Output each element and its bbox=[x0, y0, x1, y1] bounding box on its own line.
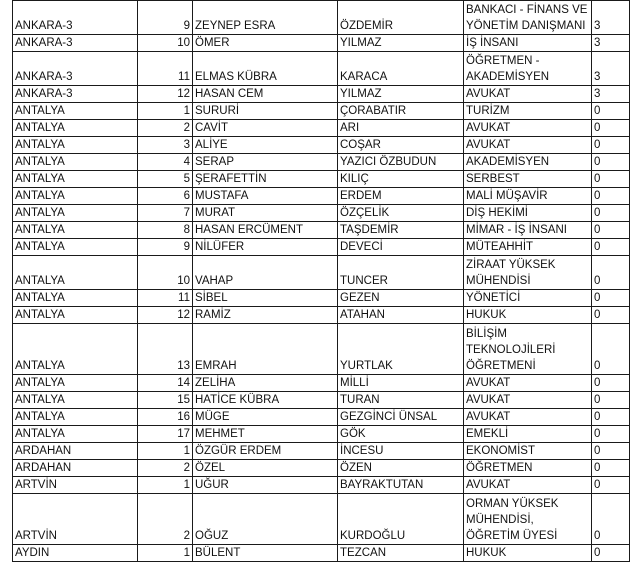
table-row bbox=[13, 239, 630, 256]
province-cell[interactable]: ANTALYA bbox=[13, 154, 138, 171]
list-number-cell[interactable]: 10 bbox=[138, 256, 193, 290]
last-name-cell[interactable]: TEZCAN bbox=[338, 545, 464, 562]
profession-cell[interactable]: AVUKAT bbox=[464, 392, 592, 409]
province-cell[interactable]: ANTALYA bbox=[13, 256, 138, 290]
province-cell[interactable]: ANTALYA bbox=[13, 324, 138, 375]
province-cell[interactable]: ARDAHAN bbox=[13, 443, 138, 460]
last-name-cell[interactable]: ÖZEN bbox=[338, 460, 464, 477]
province-cell[interactable]: ARTVİN bbox=[13, 494, 138, 545]
first-name-cell[interactable]: ALİYE bbox=[193, 137, 338, 154]
table-row bbox=[13, 137, 630, 154]
first-name-cell[interactable]: MUSTAFA bbox=[193, 188, 338, 205]
last-name-cell[interactable]: KARACA bbox=[338, 52, 464, 86]
last-name-cell[interactable]: GEZGİNCİ ÜNSAL bbox=[338, 409, 464, 426]
province-cell[interactable]: ANTALYA bbox=[13, 171, 138, 188]
value-cell[interactable]: 0 bbox=[592, 171, 630, 188]
profession-cell[interactable]: HUKUK bbox=[464, 307, 592, 324]
first-name-cell[interactable]: HASAN CEM bbox=[193, 86, 338, 103]
table-row bbox=[13, 426, 630, 443]
value-cell[interactable]: 3 bbox=[592, 1, 630, 35]
table-row bbox=[13, 188, 630, 205]
list-number-cell[interactable]: 2 bbox=[138, 120, 193, 137]
table-body bbox=[13, 1, 630, 562]
province-cell[interactable]: ANKARA-3 bbox=[13, 35, 138, 52]
province-cell[interactable]: ARDAHAN bbox=[13, 460, 138, 477]
table-row bbox=[13, 171, 630, 188]
last-name-cell[interactable]: YAZICI ÖZBUDUN bbox=[338, 154, 464, 171]
profession-cell[interactable]: MÜTEAHHİT bbox=[464, 239, 592, 256]
profession-cell[interactable]: AVUKAT bbox=[464, 137, 592, 154]
value-cell[interactable]: 0 bbox=[592, 375, 630, 392]
table-row bbox=[13, 477, 630, 494]
table-row bbox=[13, 256, 630, 290]
profession-cell[interactable]: İŞ İNSANI bbox=[464, 35, 592, 52]
first-name-cell[interactable]: RAMİZ bbox=[193, 307, 338, 324]
table-row bbox=[13, 460, 630, 477]
profession-cell[interactable]: AVUKAT bbox=[464, 375, 592, 392]
list-number-cell[interactable]: 1 bbox=[138, 545, 193, 562]
province-cell[interactable]: ANTALYA bbox=[13, 307, 138, 324]
province-cell[interactable]: ANTALYA bbox=[13, 409, 138, 426]
list-number-cell[interactable]: 7 bbox=[138, 205, 193, 222]
profession-cell[interactable]: AVUKAT bbox=[464, 86, 592, 103]
province-cell[interactable]: ANKARA-3 bbox=[13, 86, 138, 103]
profession-cell[interactable]: SERBEST bbox=[464, 171, 592, 188]
first-name-cell[interactable]: VAHAP bbox=[193, 256, 338, 290]
list-number-cell[interactable]: 10 bbox=[138, 35, 193, 52]
first-name-cell[interactable]: CAVİT bbox=[193, 120, 338, 137]
first-name-cell[interactable]: HASAN ERCÜMENT bbox=[193, 222, 338, 239]
profession-cell[interactable]: MALİ MÜŞAVİR bbox=[464, 188, 592, 205]
list-number-cell[interactable]: 2 bbox=[138, 494, 193, 545]
last-name-cell[interactable]: YURTLAK bbox=[338, 324, 464, 375]
last-name-cell[interactable]: DEVECİ bbox=[338, 239, 464, 256]
first-name-cell[interactable]: OĞUZ bbox=[193, 494, 338, 545]
list-number-cell[interactable]: 8 bbox=[138, 222, 193, 239]
list-number-cell[interactable]: 12 bbox=[138, 86, 193, 103]
last-name-cell[interactable]: ATAHAN bbox=[338, 307, 464, 324]
last-name-cell[interactable]: ARI bbox=[338, 120, 464, 137]
province-cell[interactable]: ANTALYA bbox=[13, 426, 138, 443]
province-cell[interactable]: ANTALYA bbox=[13, 120, 138, 137]
last-name-cell[interactable]: ÖZÇELİK bbox=[338, 205, 464, 222]
profession-cell[interactable]: DİŞ HEKİMİ bbox=[464, 205, 592, 222]
value-cell[interactable]: 0 bbox=[592, 426, 630, 443]
value-cell[interactable]: 0 bbox=[592, 460, 630, 477]
value-cell[interactable]: 0 bbox=[592, 443, 630, 460]
last-name-cell[interactable]: TURAN bbox=[338, 392, 464, 409]
first-name-cell[interactable]: ZEYNEP ESRA bbox=[193, 1, 338, 35]
first-name-cell[interactable]: SERAP bbox=[193, 154, 338, 171]
value-cell[interactable]: 0 bbox=[592, 494, 630, 545]
profession-cell[interactable]: EMEKLİ bbox=[464, 426, 592, 443]
first-name-cell[interactable]: UĞUR bbox=[193, 477, 338, 494]
province-cell[interactable]: ANTALYA bbox=[13, 290, 138, 307]
last-name-cell[interactable]: ÇORABATIR bbox=[338, 103, 464, 120]
value-cell[interactable]: 3 bbox=[592, 86, 630, 103]
province-cell[interactable]: ANTALYA bbox=[13, 222, 138, 239]
province-cell[interactable]: ANTALYA bbox=[13, 137, 138, 154]
profession-cell[interactable]: ZİRAAT YÜKSEK MÜHENDİSİ bbox=[464, 256, 592, 290]
table-row bbox=[13, 154, 630, 171]
province-cell[interactable]: ANTALYA bbox=[13, 205, 138, 222]
first-name-cell[interactable]: BÜLENT bbox=[193, 545, 338, 562]
first-name-cell[interactable]: ELMAS KÜBRA bbox=[193, 52, 338, 86]
profession-cell[interactable]: ORMAN YÜKSEK MÜHENDİSİ, ÖĞRETİM ÜYESİ bbox=[464, 494, 592, 545]
value-cell[interactable]: 0 bbox=[592, 205, 630, 222]
list-number-cell[interactable]: 6 bbox=[138, 188, 193, 205]
last-name-cell[interactable]: BAYRAKTUTAN bbox=[338, 477, 464, 494]
value-cell[interactable]: 0 bbox=[592, 545, 630, 562]
list-number-cell[interactable]: 12 bbox=[138, 307, 193, 324]
table-row bbox=[13, 290, 630, 307]
value-cell[interactable]: 0 bbox=[592, 154, 630, 171]
first-name-cell[interactable]: MÜGE bbox=[193, 409, 338, 426]
last-name-cell[interactable]: MİLLİ bbox=[338, 375, 464, 392]
list-number-cell[interactable]: 16 bbox=[138, 409, 193, 426]
list-number-cell[interactable]: 11 bbox=[138, 52, 193, 86]
table-row bbox=[13, 443, 630, 460]
value-cell[interactable]: 0 bbox=[592, 307, 630, 324]
table-row bbox=[13, 35, 630, 52]
first-name-cell[interactable]: NİLÜFER bbox=[193, 239, 338, 256]
last-name-cell[interactable]: YILMAZ bbox=[338, 86, 464, 103]
last-name-cell[interactable]: ERDEM bbox=[338, 188, 464, 205]
first-name-cell[interactable]: HATİCE KÜBRA bbox=[193, 392, 338, 409]
profession-cell[interactable]: EKONOMİST bbox=[464, 443, 592, 460]
profession-cell[interactable]: ÖĞRETMEN bbox=[464, 460, 592, 477]
last-name-cell[interactable]: KURDOĞLU bbox=[338, 494, 464, 545]
table-row bbox=[13, 324, 630, 375]
profession-cell[interactable]: BİLİŞİM TEKNOLOJİLERİ ÖĞRETMENİ bbox=[464, 324, 592, 375]
value-cell[interactable]: 0 bbox=[592, 188, 630, 205]
first-name-cell[interactable]: EMRAH bbox=[193, 324, 338, 375]
first-name-cell[interactable]: SİBEL bbox=[193, 290, 338, 307]
list-number-cell[interactable]: 9 bbox=[138, 239, 193, 256]
last-name-cell[interactable]: GÖK bbox=[338, 426, 464, 443]
province-cell[interactable]: ANTALYA bbox=[13, 188, 138, 205]
last-name-cell[interactable]: TUNCER bbox=[338, 256, 464, 290]
value-cell[interactable]: 3 bbox=[592, 52, 630, 86]
last-name-cell[interactable]: ÖZDEMİR bbox=[338, 1, 464, 35]
profession-cell[interactable]: AVUKAT bbox=[464, 409, 592, 426]
province-cell[interactable]: ANTALYA bbox=[13, 103, 138, 120]
value-cell[interactable]: 0 bbox=[592, 324, 630, 375]
first-name-cell[interactable]: SURURİ bbox=[193, 103, 338, 120]
value-cell[interactable]: 0 bbox=[592, 290, 630, 307]
value-cell[interactable]: 0 bbox=[592, 256, 630, 290]
first-name-cell[interactable]: MURAT bbox=[193, 205, 338, 222]
list-number-cell[interactable]: 14 bbox=[138, 375, 193, 392]
first-name-cell[interactable]: ŞERAFETTİN bbox=[193, 171, 338, 188]
value-cell[interactable]: 0 bbox=[592, 477, 630, 494]
province-cell[interactable]: ANTALYA bbox=[13, 375, 138, 392]
table-row bbox=[13, 375, 630, 392]
value-cell[interactable]: 0 bbox=[592, 409, 630, 426]
value-cell[interactable]: 0 bbox=[592, 120, 630, 137]
profession-cell[interactable]: AVUKAT bbox=[464, 477, 592, 494]
profession-cell[interactable]: AKADEMİSYEN bbox=[464, 154, 592, 171]
profession-cell[interactable]: MİMAR - İŞ İNSANI bbox=[464, 222, 592, 239]
list-number-cell[interactable]: 3 bbox=[138, 137, 193, 154]
table-row bbox=[13, 120, 630, 137]
value-cell[interactable]: 0 bbox=[592, 137, 630, 154]
value-cell[interactable]: 3 bbox=[592, 35, 630, 52]
last-name-cell[interactable]: GEZEN bbox=[338, 290, 464, 307]
value-cell[interactable]: 0 bbox=[592, 239, 630, 256]
candidate-table bbox=[12, 0, 630, 562]
first-name-cell[interactable]: ÖZEL bbox=[193, 460, 338, 477]
value-cell[interactable]: 0 bbox=[592, 222, 630, 239]
profession-cell[interactable]: BANKACI - FİNANS VE YÖNETİM DANIŞMANI bbox=[464, 1, 592, 35]
profession-cell[interactable]: TURİZM bbox=[464, 103, 592, 120]
last-name-cell[interactable]: TAŞDEMİR bbox=[338, 222, 464, 239]
table-row bbox=[13, 494, 630, 545]
table-row bbox=[13, 52, 630, 86]
province-cell[interactable]: ANKARA-3 bbox=[13, 1, 138, 35]
profession-cell[interactable]: YÖNETİCİ bbox=[464, 290, 592, 307]
value-cell[interactable]: 0 bbox=[592, 392, 630, 409]
list-number-cell[interactable]: 4 bbox=[138, 154, 193, 171]
list-number-cell[interactable]: 11 bbox=[138, 290, 193, 307]
table-row bbox=[13, 103, 630, 120]
province-cell[interactable]: ANKARA-3 bbox=[13, 52, 138, 86]
list-number-cell[interactable]: 9 bbox=[138, 1, 193, 35]
profession-cell[interactable]: ÖĞRETMEN - AKADEMİSYEN bbox=[464, 52, 592, 86]
last-name-cell[interactable]: KILIÇ bbox=[338, 171, 464, 188]
last-name-cell[interactable]: COŞAR bbox=[338, 137, 464, 154]
list-number-cell[interactable]: 15 bbox=[138, 392, 193, 409]
first-name-cell[interactable]: MEHMET bbox=[193, 426, 338, 443]
list-number-cell[interactable]: 5 bbox=[138, 171, 193, 188]
last-name-cell[interactable]: İNCESU bbox=[338, 443, 464, 460]
table-row bbox=[13, 205, 630, 222]
list-number-cell[interactable]: 1 bbox=[138, 443, 193, 460]
profession-cell[interactable]: AVUKAT bbox=[464, 120, 592, 137]
table-row bbox=[13, 545, 630, 562]
table-row bbox=[13, 409, 630, 426]
table-row bbox=[13, 86, 630, 103]
list-number-cell[interactable]: 2 bbox=[138, 460, 193, 477]
table-row bbox=[13, 307, 630, 324]
first-name-cell[interactable]: ÖZGÜR ERDEM bbox=[193, 443, 338, 460]
province-cell[interactable]: ARTVİN bbox=[13, 477, 138, 494]
value-cell[interactable]: 0 bbox=[592, 103, 630, 120]
table-row bbox=[13, 392, 630, 409]
list-number-cell[interactable]: 13 bbox=[138, 324, 193, 375]
province-cell[interactable]: AYDIN bbox=[13, 545, 138, 562]
list-number-cell[interactable]: 17 bbox=[138, 426, 193, 443]
province-cell[interactable]: ANTALYA bbox=[13, 392, 138, 409]
last-name-cell[interactable]: YILMAZ bbox=[338, 35, 464, 52]
list-number-cell[interactable]: 1 bbox=[138, 103, 193, 120]
first-name-cell[interactable]: ZELİHA bbox=[193, 375, 338, 392]
list-number-cell[interactable]: 1 bbox=[138, 477, 193, 494]
table-row bbox=[13, 222, 630, 239]
profession-cell[interactable]: HUKUK bbox=[464, 545, 592, 562]
province-cell[interactable]: ANTALYA bbox=[13, 239, 138, 256]
first-name-cell[interactable]: ÖMER bbox=[193, 35, 338, 52]
table-row bbox=[13, 1, 630, 35]
